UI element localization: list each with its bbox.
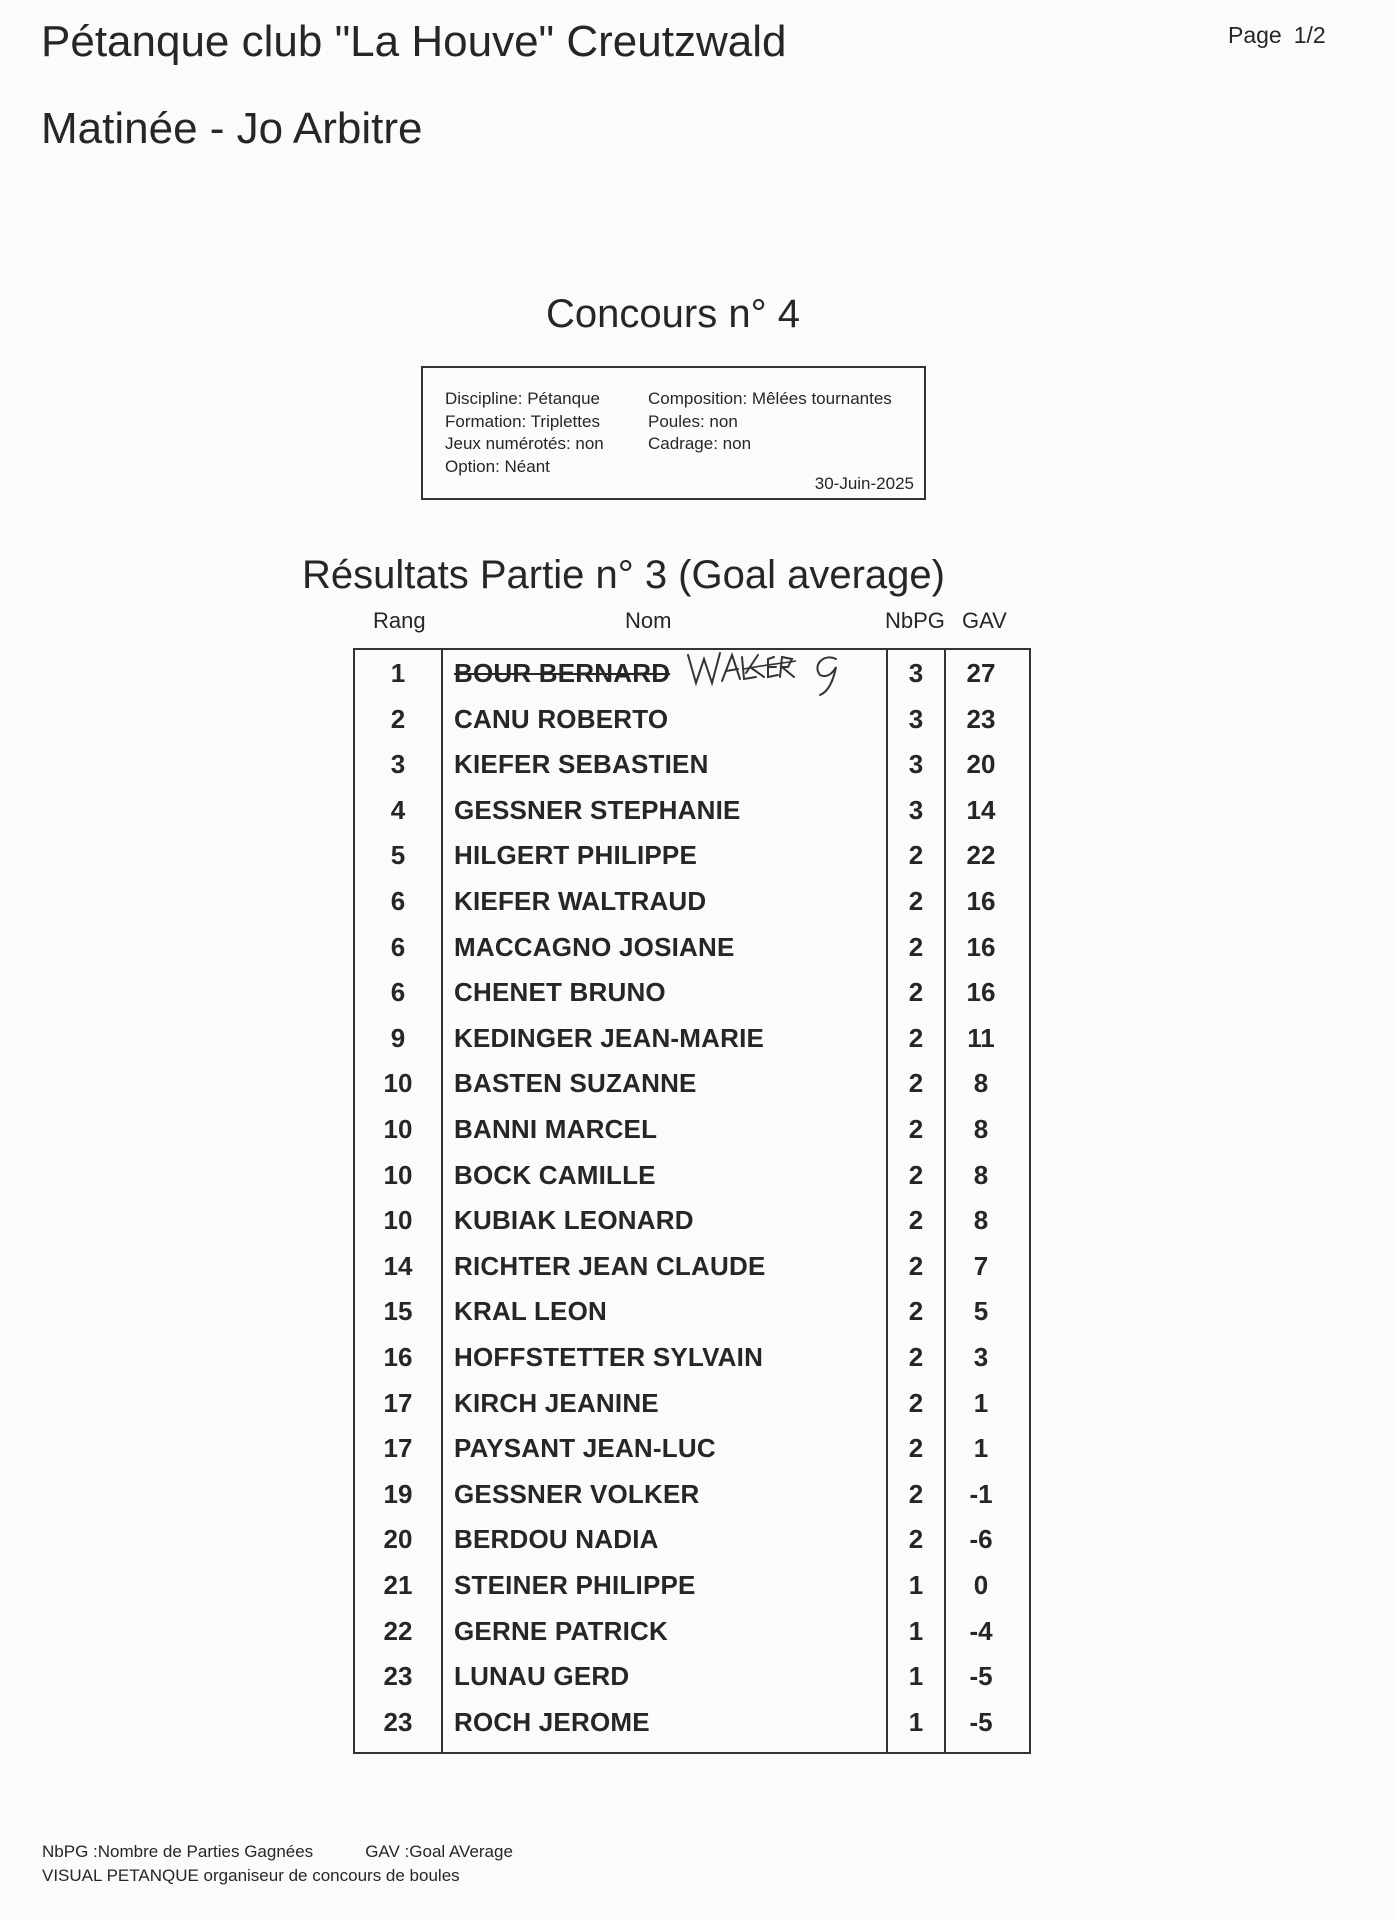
wins-cell: 2	[908, 886, 924, 916]
rank-cell: 6	[390, 931, 406, 962]
table-row	[355, 1015, 1029, 1061]
goal-average-cell: 3	[973, 1342, 989, 1372]
table-row	[355, 1243, 1029, 1289]
jeux-text: Jeux numérotés: non	[445, 434, 604, 453]
wins-cell: 2	[908, 977, 924, 1008]
goal-average-cell: -6	[969, 1524, 993, 1555]
wins-cell: 2	[908, 1524, 924, 1555]
header-nom: Nom	[625, 608, 672, 633]
goal-average-cell: 8	[973, 1205, 989, 1236]
goal-average-cell: -5	[969, 1661, 993, 1692]
nbpg-note: NbPG :Nombre de Parties Gagnées	[42, 1842, 314, 1861]
table-row	[355, 924, 1029, 970]
table-row	[355, 1471, 1029, 1517]
name-cell: PAYSANT JEAN-LUC	[454, 1433, 716, 1464]
name-cell: BANNI MARCEL	[454, 1114, 658, 1144]
header-nbpg: NbPG	[885, 608, 945, 633]
wins-cell: 2	[908, 1296, 924, 1327]
discipline-text: Discipline: Pétanque	[445, 389, 600, 408]
goal-average-cell: 16	[966, 977, 996, 1008]
goal-average-cell: 16	[966, 931, 996, 962]
wins-cell: 2	[908, 840, 924, 871]
info-box	[421, 366, 926, 500]
table-row	[355, 1152, 1029, 1198]
goal-average-cell: 22	[966, 840, 996, 871]
rank-cell: 20	[383, 1524, 413, 1555]
goal-average-cell: 23	[966, 703, 996, 734]
rank-cell: 6	[390, 977, 406, 1008]
wins-cell: 2	[908, 1342, 924, 1372]
goal-average-cell: 11	[967, 1022, 995, 1053]
wins-cell: 2	[908, 1433, 924, 1464]
wins-cell: 3	[908, 794, 924, 825]
name-cell: BASTEN SUZANNE	[454, 1068, 697, 1099]
formation-text: Formation: Triplettes	[445, 411, 600, 431]
name-cell: HILGERT PHILIPPE	[454, 840, 698, 871]
goal-average-cell: 27	[966, 658, 996, 688]
wins-cell: 2	[908, 1478, 924, 1509]
gav-note: GAV :Goal AVerage	[365, 1842, 513, 1861]
goal-average-cell: -4	[969, 1615, 993, 1646]
rank-cell: 15	[383, 1296, 413, 1327]
rank-cell: 17	[383, 1387, 413, 1418]
name-cell: GESSNER STEPHANIE	[454, 794, 741, 825]
rank-cell: 14	[383, 1250, 413, 1281]
table-row	[355, 1288, 1029, 1334]
goal-average-cell: 14	[966, 794, 996, 825]
goal-average-cell: 8	[973, 1114, 989, 1144]
wins-cell: 2	[908, 1205, 924, 1236]
wins-cell: 1	[908, 1615, 924, 1646]
goal-average-cell: 0	[973, 1570, 989, 1600]
rank-cell: 2	[390, 703, 406, 734]
wins-cell: 3	[908, 703, 924, 734]
name-cell: CANU ROBERTO	[454, 703, 669, 734]
session-title: Matinée - Jo Arbitre	[41, 104, 423, 153]
name-cell: BERDOU NADIA	[454, 1524, 659, 1555]
footer-legend	[42, 1842, 513, 1862]
page-label: Page	[1228, 22, 1282, 48]
name-cell: STEINER PHILIPPE	[454, 1570, 696, 1600]
concours-title: Concours n° 4	[546, 292, 800, 336]
goal-average-cell: 7	[973, 1250, 989, 1281]
results-table	[353, 648, 1031, 1754]
table-row	[355, 1380, 1029, 1426]
name-cell: RICHTER JEAN CLAUDE	[454, 1250, 766, 1281]
name-cell: KEDINGER JEAN-MARIE	[454, 1022, 765, 1053]
table-row	[355, 878, 1029, 924]
goal-average-cell: 20	[966, 749, 996, 780]
wins-cell: 2	[908, 931, 924, 962]
rank-cell: 10	[383, 1068, 413, 1099]
wins-cell: 1	[908, 1706, 924, 1737]
rank-cell: 1	[390, 658, 406, 688]
table-row	[355, 1608, 1029, 1654]
goal-average-cell: 1	[973, 1433, 989, 1464]
table-row	[355, 1106, 1029, 1152]
table-row	[355, 1197, 1029, 1243]
rank-cell: 22	[383, 1615, 413, 1646]
name-cell: BOUR BERNARD	[454, 658, 671, 688]
table-row	[355, 1334, 1029, 1380]
rank-cell: 21	[383, 1570, 413, 1600]
goal-average-cell: 16	[966, 886, 996, 916]
rank-cell: 10	[383, 1114, 413, 1144]
table-row	[355, 969, 1029, 1015]
rank-cell: 4	[390, 794, 406, 825]
rank-cell: 10	[383, 1205, 413, 1236]
table-row	[355, 1425, 1029, 1471]
rank-cell: 9	[390, 1022, 406, 1053]
name-cell: KIEFER SEBASTIEN	[454, 749, 709, 780]
table-row	[355, 741, 1029, 787]
page-indicator	[1228, 22, 1326, 49]
software-note: VISUAL PETANQUE organiseur de concours de boules	[42, 1866, 460, 1885]
table-row	[355, 1516, 1029, 1562]
goal-average-cell: 8	[973, 1068, 989, 1099]
name-cell: KIEFER WALTRAUD	[454, 886, 707, 916]
results-title: Résultats Partie n° 3 (Goal average)	[302, 553, 945, 597]
rank-cell: 16	[383, 1342, 413, 1372]
wins-cell: 2	[908, 1114, 924, 1144]
option-text: Option: Néant	[445, 456, 550, 476]
rank-cell: 6	[390, 886, 406, 916]
wins-cell: 2	[908, 1250, 924, 1281]
table-row	[355, 1060, 1029, 1106]
rank-cell: 19	[383, 1478, 413, 1509]
table-row	[355, 787, 1029, 833]
club-title: Pétanque club "La Houve" Creutzwald	[41, 17, 787, 66]
name-cell: BOCK CAMILLE	[454, 1159, 656, 1190]
name-cell: KUBIAK LEONARD	[454, 1205, 694, 1236]
table-row	[355, 832, 1029, 878]
rank-cell: 23	[383, 1706, 413, 1737]
info-column-left	[445, 388, 604, 478]
name-cell: KIRCH JEANINE	[454, 1387, 659, 1418]
name-cell: CHENET BRUNO	[454, 977, 666, 1008]
handwritten-note-text: WALKER G	[684, 703, 690, 704]
wins-cell: 2	[908, 1159, 924, 1190]
page-number: 1/2	[1293, 22, 1326, 48]
rank-cell: 5	[390, 840, 406, 871]
name-cell: MACCAGNO JOSIANE	[454, 931, 735, 962]
wins-cell: 2	[908, 1068, 924, 1099]
goal-average-cell: 1	[973, 1387, 989, 1418]
header-rang: Rang	[373, 608, 426, 633]
name-cell: GESSNER VOLKER	[454, 1478, 700, 1509]
wins-cell: 1	[908, 1661, 924, 1692]
concours-date: 30-Juin-2025	[814, 474, 914, 493]
goal-average-cell: 5	[973, 1296, 989, 1327]
wins-cell: 3	[908, 749, 924, 780]
goal-average-cell: 8	[973, 1159, 989, 1190]
goal-average-cell: -5	[969, 1706, 993, 1737]
info-column-right	[648, 388, 892, 456]
handwritten-correction	[684, 645, 884, 705]
table-row	[355, 1653, 1029, 1699]
rank-cell: 17	[383, 1433, 413, 1464]
wins-cell: 2	[908, 1022, 924, 1053]
rank-cell: 10	[383, 1159, 413, 1190]
poules-text: Poules: non	[648, 411, 738, 431]
cadrage-text: Cadrage: non	[648, 434, 752, 453]
rank-cell: 23	[383, 1661, 413, 1692]
name-cell: LUNAU GERD	[454, 1661, 630, 1692]
name-cell: HOFFSTETTER SYLVAIN	[454, 1342, 764, 1372]
composition-text: Composition: Mêlées tournantes	[648, 389, 892, 408]
goal-average-cell: -1	[969, 1478, 993, 1509]
table-row	[355, 1699, 1029, 1745]
name-cell: GERNE PATRICK	[454, 1615, 668, 1646]
header-gav: GAV	[962, 608, 1007, 633]
wins-cell: 1	[908, 1570, 924, 1600]
name-cell: KRAL LEON	[454, 1296, 607, 1327]
wins-cell: 2	[908, 1387, 924, 1418]
table-row	[355, 1562, 1029, 1608]
wins-cell: 3	[908, 658, 924, 688]
name-cell: ROCH JEROME	[454, 1706, 650, 1737]
rank-cell: 3	[390, 749, 406, 780]
